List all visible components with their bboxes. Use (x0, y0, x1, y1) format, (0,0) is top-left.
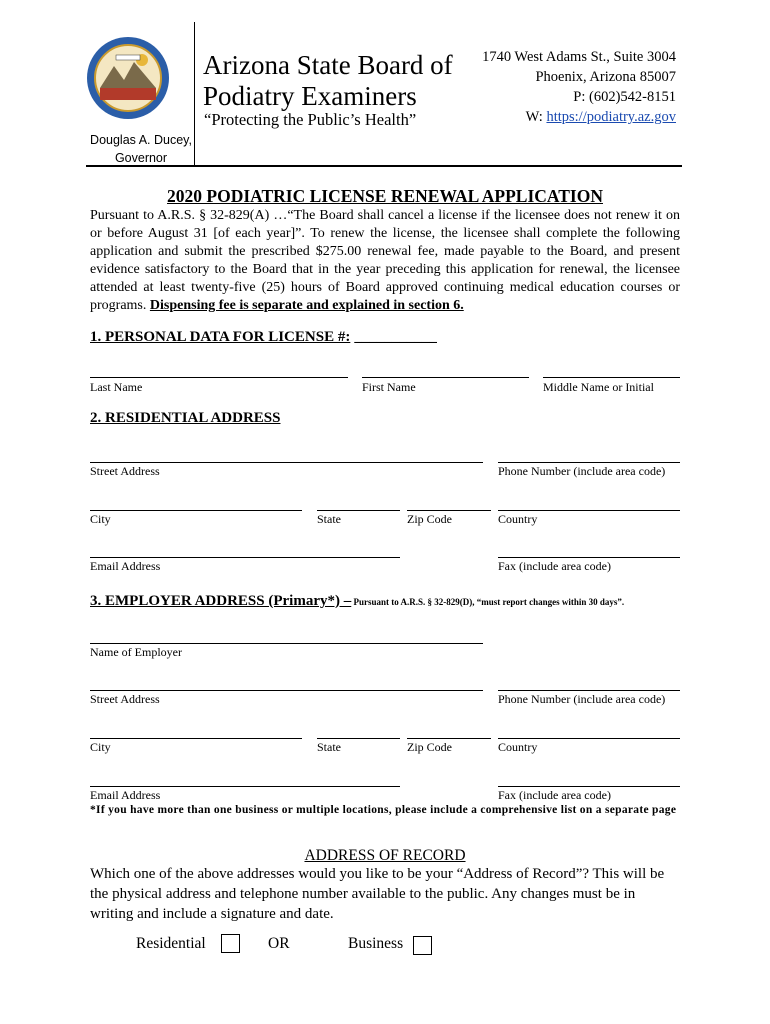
employer-name-label: Name of Employer (90, 645, 182, 659)
emp-fax-label: Fax (include area code) (498, 788, 611, 802)
residential-option-label: Residential (136, 935, 206, 952)
business-option-label: Business (348, 935, 404, 952)
res-phone-label: Phone Number (include area code) (498, 464, 666, 478)
middle-name-label: Middle Name or Initial (543, 380, 654, 394)
dispensing-fee-note: Dispensing fee is separate and explained in section 6. (149, 298, 464, 314)
arizona-state-seal (86, 36, 170, 120)
emp-phone-line[interactable] (498, 690, 680, 691)
address-line-1: 1740 West Adams St., Suite 3004 (482, 49, 676, 65)
phone-number: P: (602)542-8151 (573, 89, 676, 105)
board-title: Arizona State Board of Podiatry Examiners (203, 50, 453, 111)
governor-block: Douglas A. Ducey, Governor (90, 133, 192, 165)
tagline: “Protecting the Public’s Health” (204, 110, 417, 129)
res-zip-line[interactable] (407, 510, 491, 511)
website-link[interactable]: https://podiatry.az.gov (546, 109, 676, 125)
emp-country-line[interactable] (498, 738, 680, 739)
res-fax-line[interactable] (498, 557, 680, 558)
res-fax-label: Fax (include area code) (498, 559, 611, 573)
form-title: 2020 PODIATRIC LICENSE RENEWAL APPLICATION (167, 186, 603, 206)
emp-email-line[interactable] (90, 786, 400, 787)
res-phone-line[interactable] (498, 462, 680, 463)
res-country-line[interactable] (498, 510, 680, 511)
emp-state-line[interactable] (317, 738, 400, 739)
res-zip-label: Zip Code (407, 512, 452, 526)
emp-city-line[interactable] (90, 738, 302, 739)
last-name-line[interactable] (90, 377, 348, 378)
residential-checkbox[interactable] (221, 934, 240, 953)
res-state-label: State (317, 512, 341, 526)
emp-city-label: City (90, 740, 111, 754)
first-name-label: First Name (362, 380, 416, 394)
emp-phone-label: Phone Number (include area code) (498, 692, 666, 706)
employer-name-line[interactable] (90, 643, 483, 644)
res-street-label: Street Address (90, 464, 160, 478)
first-name-line[interactable] (362, 377, 529, 378)
section-1-heading: 1. PERSONAL DATA FOR LICENSE #: ___________ (90, 329, 437, 345)
res-email-line[interactable] (90, 557, 400, 558)
emp-zip-line[interactable] (407, 738, 491, 739)
section-2-heading: 2. RESIDENTIAL ADDRESS (90, 410, 281, 426)
res-email-label: Email Address (90, 559, 161, 573)
middle-name-line[interactable] (543, 377, 680, 378)
emp-email-label: Email Address (90, 788, 161, 802)
or-label: OR (268, 935, 290, 952)
business-checkbox[interactable] (413, 936, 432, 955)
license-number-field[interactable]: ___________ (354, 329, 437, 345)
address-line-2: Phoenix, Arizona 85007 (535, 69, 676, 85)
emp-street-line[interactable] (90, 690, 483, 691)
emp-fax-line[interactable] (498, 786, 680, 787)
multiple-locations-note: *If you have more than one business or multiple locations, please include a comprehensive list on a separate page (90, 804, 677, 816)
emp-state-label: State (317, 740, 341, 754)
address-of-record-text: Which one of the above addresses would you like to be your “Address of Record”? This will be the physical address and telephone number available to the public. Any changes must be in writing and include a signature and date. (90, 866, 665, 922)
contact-block (482, 47, 676, 127)
res-city-line[interactable] (90, 510, 302, 511)
emp-street-label: Street Address (90, 692, 160, 706)
res-state-line[interactable] (317, 510, 400, 511)
emp-zip-label: Zip Code (407, 740, 452, 754)
res-country-label: Country (498, 512, 538, 526)
emp-country-label: Country (498, 740, 538, 754)
header-rule (86, 165, 682, 167)
last-name-label: Last Name (90, 380, 143, 394)
address-of-record-heading: ADDRESS OF RECORD (304, 847, 466, 864)
res-city-label: City (90, 512, 111, 526)
section-3-heading: 3. EMPLOYER ADDRESS (Primary*) – Pursuant to A.R.S. § 32-829(D), “must report changes within 30 days”. (90, 593, 625, 609)
intro-paragraph: Pursuant to A.R.S. § 32-829(A) …“The Board shall cancel a license if the licensee does not renew it on or before August 31 [of each year]”. To renew the license, the licensee shall complete the following application and submit the prescribed $275.00 renewal fee, made payable to the Board, and present evidence satisfactory to the Board that in the year preceding this application for renewal, the licensee attended at least twenty-five (25) hours of Board approved continuing medical education courses or programs. Dispensing fee is separate and explained in section 6. (90, 208, 680, 314)
website: W: https://podiatry.az.gov (525, 109, 676, 125)
res-street-line[interactable] (90, 462, 483, 463)
